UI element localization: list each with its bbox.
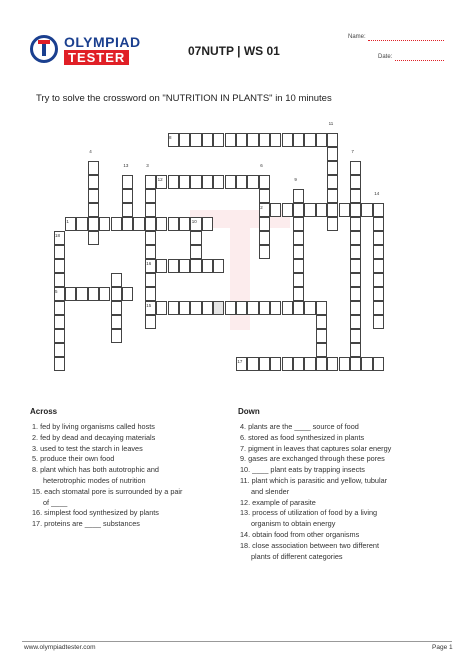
- crossword-cell[interactable]: [225, 301, 236, 315]
- crossword-cell[interactable]: [270, 203, 281, 217]
- crossword-cell[interactable]: [350, 273, 361, 287]
- crossword-cell[interactable]: [145, 217, 156, 231]
- crossword-cell[interactable]: [54, 245, 65, 259]
- crossword-cell[interactable]: [179, 259, 190, 273]
- clue-across-8: 8. plant which has both autotrophic and: [32, 465, 159, 475]
- crossword-cell[interactable]: [293, 203, 304, 217]
- crossword-cell[interactable]: [225, 133, 236, 147]
- crossword-cell[interactable]: [111, 301, 122, 315]
- clue-across-15: 15. each stomatal pore is surrounded by a pair: [32, 486, 183, 496]
- crossword-cell[interactable]: [373, 301, 384, 315]
- clue-across-8-cont: heterotrophic modes of nutrition: [43, 475, 146, 485]
- date-label: Date:: [378, 54, 393, 60]
- crossword-cell[interactable]: [179, 175, 190, 189]
- crossword-cell[interactable]: [270, 301, 281, 315]
- crossword-cell[interactable]: [350, 287, 361, 301]
- crossword-cell[interactable]: [190, 245, 201, 259]
- crossword-cell[interactable]: [76, 287, 87, 301]
- footer-website: www.olympiadtester.com: [24, 644, 96, 651]
- crossword-cell[interactable]: [259, 189, 270, 203]
- crossword-cell[interactable]: [88, 287, 99, 301]
- crossword-cell[interactable]: [202, 301, 213, 315]
- clue-down-18: 18. close association between two different: [240, 540, 379, 550]
- crossword-cell[interactable]: [111, 315, 122, 329]
- crossword-cell[interactable]: [293, 287, 304, 301]
- crossword-cell[interactable]: [156, 259, 167, 273]
- olympiad-tester-logo: [30, 34, 150, 68]
- crossword-cell[interactable]: [293, 259, 304, 273]
- crossword-cell[interactable]: [373, 315, 384, 329]
- clue-down-6: 6. stored as food synthesized in plants: [240, 432, 365, 442]
- crossword-cell[interactable]: [316, 315, 327, 329]
- crossword-cell[interactable]: [373, 231, 384, 245]
- crossword-cell[interactable]: [111, 273, 122, 287]
- crossword-cell[interactable]: [270, 133, 281, 147]
- crossword-cell[interactable]: [316, 343, 327, 357]
- crossword-cell[interactable]: [179, 217, 190, 231]
- crossword-cell[interactable]: [145, 189, 156, 203]
- crossword-cell[interactable]: [327, 203, 338, 217]
- crossword-cell[interactable]: [54, 259, 65, 273]
- crossword-cell[interactable]: [122, 287, 133, 301]
- clue-number: 7: [351, 148, 354, 154]
- crossword-cell[interactable]: [350, 329, 361, 343]
- across-clue-list: [32, 422, 182, 530]
- across-heading: Across: [30, 407, 58, 416]
- clue-down-4: 4. plants are the ____ source of food: [240, 422, 359, 431]
- crossword-cell[interactable]: [350, 357, 361, 371]
- crossword-cell[interactable]: [88, 231, 99, 245]
- crossword-cell[interactable]: [190, 231, 201, 245]
- logo-brand-bottom: TESTER: [64, 50, 129, 65]
- crossword-cell[interactable]: [236, 133, 247, 147]
- date-field[interactable]: [395, 60, 444, 61]
- crossword-cell[interactable]: [236, 175, 247, 189]
- crossword-cell[interactable]: [145, 175, 156, 189]
- crossword-cell[interactable]: [168, 301, 179, 315]
- clue-number: 2: [260, 204, 263, 210]
- crossword-cell[interactable]: [282, 203, 293, 217]
- clue-number: 17: [237, 358, 243, 364]
- crossword-cell[interactable]: [270, 357, 281, 371]
- crossword-cell[interactable]: [259, 175, 270, 189]
- crossword-cell[interactable]: [190, 301, 201, 315]
- crossword-cell[interactable]: [259, 133, 270, 147]
- crossword-cell[interactable]: [304, 203, 315, 217]
- crossword-cell[interactable]: [145, 273, 156, 287]
- crossword-cell[interactable]: [293, 245, 304, 259]
- crossword-cell[interactable]: [327, 161, 338, 175]
- crossword-cell[interactable]: [339, 203, 350, 217]
- crossword-cell[interactable]: [247, 301, 258, 315]
- crossword-cell[interactable]: [259, 301, 270, 315]
- crossword-cell[interactable]: [99, 217, 110, 231]
- clue-number: 6: [260, 162, 263, 168]
- crossword-cell[interactable]: [282, 357, 293, 371]
- clue-down-12: 12. example of parasite: [240, 497, 316, 507]
- instructions: Try to solve the crossword on "NUTRITION IN PLANTS" in 10 minutes: [36, 93, 332, 104]
- crossword-cell[interactable]: [190, 175, 201, 189]
- clue-number: 3: [146, 162, 149, 168]
- crossword-cell[interactable]: [168, 217, 179, 231]
- crossword-cell[interactable]: [54, 315, 65, 329]
- crossword-cell[interactable]: [225, 175, 236, 189]
- crossword-cell[interactable]: [76, 217, 87, 231]
- clue-number: 18: [55, 232, 61, 238]
- crossword-cell[interactable]: [259, 217, 270, 231]
- down-clue-list: [240, 422, 391, 562]
- clue-across-16: 16. simplest food synthesized by plants: [32, 508, 159, 518]
- crossword-cell[interactable]: [179, 301, 190, 315]
- clue-down-13-cont: organism to obtain energy: [251, 519, 336, 529]
- crossword-cell[interactable]: [304, 133, 315, 147]
- crossword-cell[interactable]: [350, 189, 361, 203]
- crossword-cell[interactable]: [202, 259, 213, 273]
- crossword-cell[interactable]: [316, 203, 327, 217]
- clue-number: 12: [157, 176, 163, 182]
- down-heading: Down: [238, 407, 260, 416]
- clue-across-5: 5. produce their own food: [32, 454, 115, 464]
- crossword-cell[interactable]: [327, 147, 338, 161]
- crossword-cell[interactable]: [179, 133, 190, 147]
- crossword-cell[interactable]: [54, 357, 65, 371]
- crossword-cell[interactable]: [213, 133, 224, 147]
- crossword-cell[interactable]: [316, 329, 327, 343]
- crossword-cell[interactable]: [373, 273, 384, 287]
- crossword-cell[interactable]: [168, 259, 179, 273]
- clue-number: 13: [123, 162, 129, 168]
- crossword-cell[interactable]: [373, 287, 384, 301]
- crossword-cell[interactable]: [99, 287, 110, 301]
- crossword-cell[interactable]: [316, 357, 327, 371]
- crossword-cell[interactable]: [350, 315, 361, 329]
- worksheet-title: 07NUTP | WS 01: [188, 44, 280, 58]
- crossword-cell[interactable]: [111, 329, 122, 343]
- clue-number: 10: [191, 218, 197, 224]
- crossword-cell[interactable]: [54, 343, 65, 357]
- crossword-cell[interactable]: [327, 133, 338, 147]
- clue-across-2: 2. fed by dead and decaying materials: [32, 432, 156, 442]
- crossword-cell[interactable]: [88, 217, 99, 231]
- crossword-cell[interactable]: [282, 301, 293, 315]
- crossword-cell[interactable]: [247, 133, 258, 147]
- crossword-cell[interactable]: [327, 357, 338, 371]
- clue-down-11-cont: and slender: [251, 486, 290, 496]
- crossword-cell[interactable]: [202, 175, 213, 189]
- crossword-cell[interactable]: [111, 287, 122, 301]
- clue-down-11: 11. plant which is parasitic and yellow, tubular: [240, 475, 388, 485]
- crossword-cell[interactable]: [202, 133, 213, 147]
- crossword-cell[interactable]: [293, 357, 304, 371]
- crossword-cell[interactable]: [327, 217, 338, 231]
- clue-down-7: 7. pigment in leaves that captures solar energy: [240, 443, 392, 453]
- name-label: Name:: [348, 34, 366, 40]
- crossword-cell[interactable]: [293, 301, 304, 315]
- crossword-cell[interactable]: [350, 343, 361, 357]
- crossword-cell[interactable]: [247, 175, 258, 189]
- clue-across-1: 1. fed by living organisms called hosts: [32, 422, 155, 431]
- crossword-cell[interactable]: [373, 217, 384, 231]
- logo-brand-top: OLYMPIAD: [64, 34, 141, 50]
- clue-down-18-cont: plants of different categories: [251, 551, 343, 561]
- crossword-cell[interactable]: [293, 231, 304, 245]
- clue-across-3: 3. used to test the starch in leaves: [32, 443, 143, 453]
- crossword-cell[interactable]: [88, 189, 99, 203]
- crossword-cell[interactable]: [293, 189, 304, 203]
- crossword-cell[interactable]: [145, 287, 156, 301]
- footer-divider: [22, 641, 452, 642]
- crossword-cell[interactable]: [259, 231, 270, 245]
- name-field[interactable]: [368, 40, 444, 41]
- crossword-cell[interactable]: [88, 161, 99, 175]
- crossword-cell[interactable]: [361, 357, 372, 371]
- crossword-cell[interactable]: [236, 301, 247, 315]
- clue-number: 16: [146, 260, 152, 266]
- crossword-cell[interactable]: [54, 273, 65, 287]
- crossword-cell[interactable]: [145, 203, 156, 217]
- crossword-cell[interactable]: [122, 175, 133, 189]
- crossword-cell[interactable]: [133, 217, 144, 231]
- crossword-cell[interactable]: [293, 217, 304, 231]
- footer-page-number: Page 1: [432, 644, 453, 651]
- crossword-cell[interactable]: [304, 301, 315, 315]
- crossword-cell[interactable]: [88, 203, 99, 217]
- crossword-cell[interactable]: [88, 175, 99, 189]
- crossword-cell[interactable]: [350, 259, 361, 273]
- clue-number: 15: [146, 302, 152, 308]
- crossword-cell[interactable]: [122, 189, 133, 203]
- crossword-cell[interactable]: [350, 231, 361, 245]
- clue-down-9: 9. gases are exchanged through these pores: [240, 454, 385, 464]
- crossword-cell[interactable]: [361, 203, 372, 217]
- crossword-cell[interactable]: [122, 203, 133, 217]
- crossword-cell[interactable]: [213, 301, 224, 315]
- crossword-cell[interactable]: [293, 133, 304, 147]
- crossword-cell[interactable]: [327, 189, 338, 203]
- crossword-cell[interactable]: [373, 357, 384, 371]
- clue-number: 11: [328, 120, 334, 126]
- clue-across-17: 17. proteins are ____ substances: [32, 519, 140, 529]
- crossword-cell[interactable]: [111, 217, 122, 231]
- crossword-cell[interactable]: [350, 217, 361, 231]
- clue-number: 5: [55, 288, 58, 294]
- crossword-cell[interactable]: [156, 217, 167, 231]
- crossword-cell[interactable]: [156, 301, 167, 315]
- crossword-cell[interactable]: [54, 329, 65, 343]
- crossword-cell[interactable]: [293, 273, 304, 287]
- crossword-cell[interactable]: [145, 231, 156, 245]
- crossword-cell[interactable]: [145, 245, 156, 259]
- crossword-cell[interactable]: [168, 175, 179, 189]
- crossword-cell[interactable]: [247, 357, 258, 371]
- crossword-cell[interactable]: [259, 357, 270, 371]
- crossword-cell[interactable]: [350, 175, 361, 189]
- crossword-cell[interactable]: [145, 315, 156, 329]
- logo-emblem-icon: [30, 35, 58, 63]
- crossword-cell[interactable]: [373, 203, 384, 217]
- crossword-cell[interactable]: [202, 217, 213, 231]
- crossword-cell[interactable]: [350, 245, 361, 259]
- crossword-cell[interactable]: [304, 357, 315, 371]
- clue-down-13: 13. process of utilization of food by a living: [240, 508, 378, 518]
- crossword-cell[interactable]: [213, 259, 224, 273]
- clue-number: 14: [374, 190, 380, 196]
- clue-down-14: 14. obtain food from other organisms: [240, 529, 360, 539]
- clue-number: 9: [294, 176, 297, 182]
- crossword-cell[interactable]: [339, 357, 350, 371]
- crossword-cell[interactable]: [350, 161, 361, 175]
- crossword-cell[interactable]: [316, 133, 327, 147]
- clue-down-10: 10. ____ plant eats by trapping insects: [240, 465, 365, 475]
- crossword-cell[interactable]: [350, 301, 361, 315]
- crossword-cell[interactable]: [373, 259, 384, 273]
- crossword-cell[interactable]: [327, 175, 338, 189]
- clue-number: 1: [66, 218, 69, 224]
- crossword-cell[interactable]: [122, 217, 133, 231]
- crossword-cell[interactable]: [65, 287, 76, 301]
- crossword-cell[interactable]: [316, 301, 327, 315]
- crossword-cell[interactable]: [373, 245, 384, 259]
- clue-across-15-cont: of ____: [43, 497, 68, 507]
- crossword-cell[interactable]: [190, 133, 201, 147]
- crossword-cell[interactable]: [190, 259, 201, 273]
- crossword-cell[interactable]: [213, 175, 224, 189]
- crossword-cell[interactable]: [54, 301, 65, 315]
- clue-number: 4: [89, 148, 92, 154]
- crossword-cell[interactable]: [350, 203, 361, 217]
- crossword-cell[interactable]: [282, 133, 293, 147]
- crossword-cell[interactable]: [259, 245, 270, 259]
- clue-number: 8: [169, 134, 172, 140]
